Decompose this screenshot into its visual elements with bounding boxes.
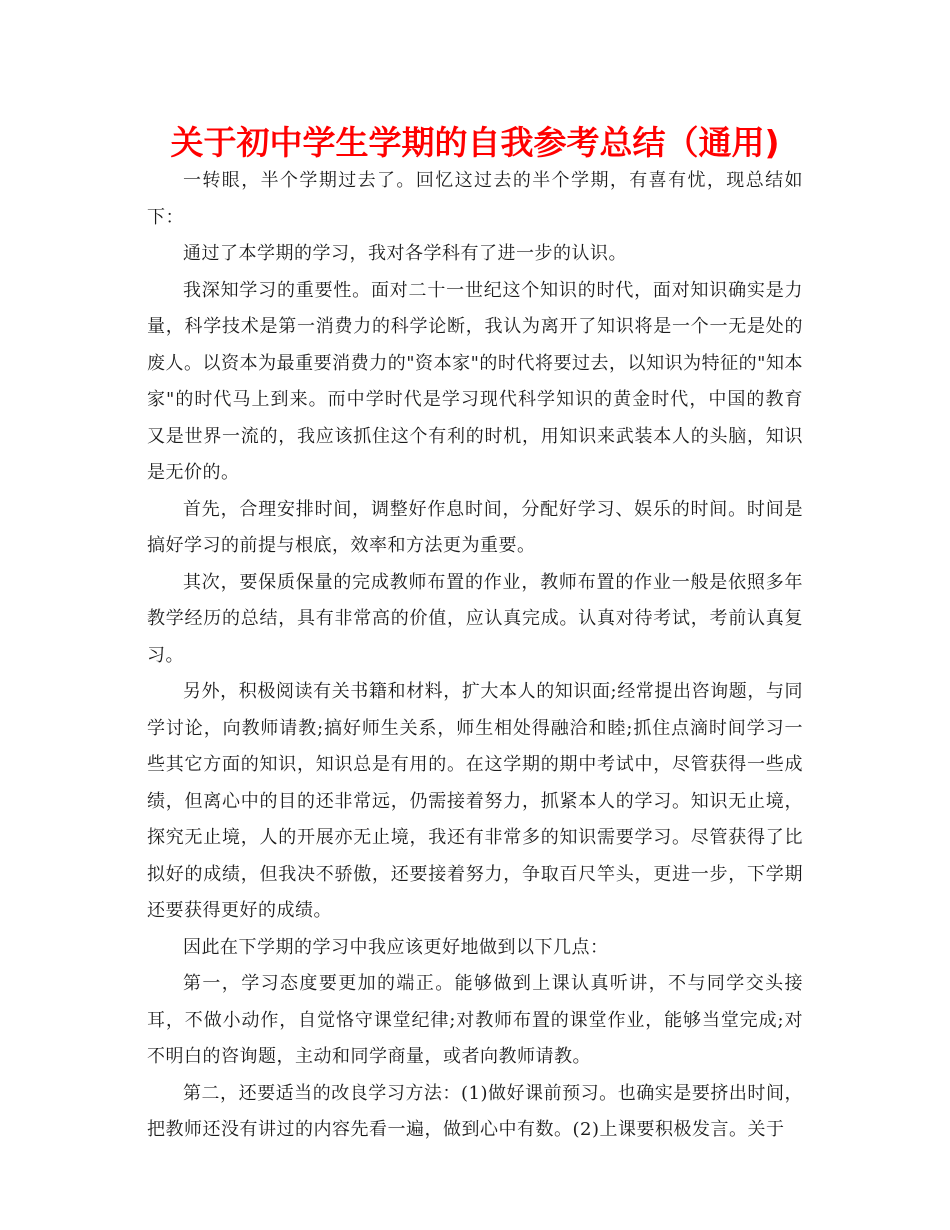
paragraph: 首先，合理安排时间，调整好作息时间，分配好学习、娱乐的时间。时间是搞好学习的前提与根底，效率和方法更为重要。	[147, 498, 803, 556]
paragraph: 通过了本学期的学习，我对各学科有了进一步的认识。	[183, 243, 627, 264]
document-body	[147, 163, 803, 1149]
paragraph: 一转眼，半个学期过去了。回忆这过去的半个学期，有喜有忧，现总结如下：	[147, 170, 803, 228]
paragraph: 第二，还要适当的改良学习方法：(1)做好课前预习。也确实是要挤出时间，把教师还没有讲过的内容先看一遍，做到心中有数。(2)上课要积极发言。关于	[147, 1082, 803, 1140]
paragraph: 第一，学习态度要更加的端正。能够做到上课认真听讲，不与同学交头接耳，不做小动作，自觉恪守课堂纪律;对教师布置的课堂作业，能够当堂完成;对不明白的咨询题，主动和同学商量，或者向教师请教。	[147, 973, 803, 1067]
paragraph: 其次，要保质保量的完成教师布置的作业，教师布置的作业一般是依照多年教学经历的总结，具有非常高的价值，应认真完成。认真对待考试，考前认真复习。	[147, 571, 803, 666]
paragraph: 另外，积极阅读有关书籍和材料，扩大本人的知识面;经常提出咨询题，与同学讨论，向教师请教;搞好师生关系，师生相处得融洽和睦;抓住点滴时间学习一些其它方面的知识，知识总是有用的。在这学期的期中考试中，尽管获得一些成绩，但离心中的目的还非常远，仍需接着努力，抓紧本人的学习。知识无止境，探究无止境，人的开展亦无止境，我还有非常多的知识需要学习。尽管获得了比拟好的成绩，但我决不骄傲，还要接着努力，争取百尺竿头，更进一步，下学期还要获得更好的成绩。	[147, 681, 803, 921]
paragraph: 因此在下学期的学习中我应该更好地做到以下几点：	[183, 936, 609, 958]
document-title: 关于初中学生学期的自我参考总结（通用)	[170, 123, 780, 162]
paragraph: 我深知学习的重要性。面对二十一世纪这个知识的时代，面对知识确实是力量，科学技术是第一消费力的科学论断，我认为离开了知识将是一个一无是处的废人。以资本为最重要消费力的"资本家"的时代将要过去，以知识为特征的"知本家"的时代马上到来。而中学时代是学习现代科学知识的黄金时代，中国的教育又是世界一流的，我应该抓住这个有利的时机，用知识来武装本人的头脑，知识是无价的。	[147, 279, 803, 483]
